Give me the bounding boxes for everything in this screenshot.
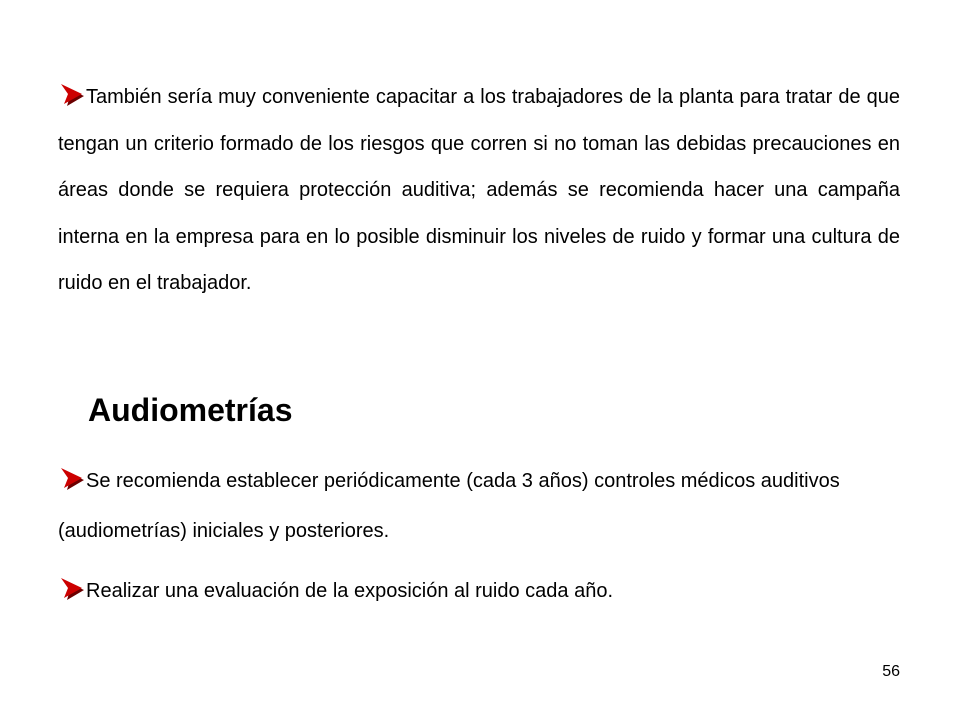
page-number: 56 xyxy=(882,663,900,680)
paragraph-controls-text: Se recomienda establecer periódicamente (cada 3 años) controles médicos auditivos (audiometrías) iniciales y posteriores. xyxy=(58,470,840,542)
bullet-paragraph-evaluation xyxy=(58,566,900,616)
arrow-bullet-icon xyxy=(58,83,86,107)
bullet-paragraph-controls xyxy=(58,456,900,556)
arrow-bullet-icon xyxy=(58,577,86,601)
paragraph-evaluation-text: Realizar una evaluación de la exposición al ruido cada año. xyxy=(86,580,614,602)
paragraph-training-text: También sería muy conveniente capacitar a los trabajadores de la planta para tratar de que tengan un criterio formado de los riesgos que corren si no toman las debidas precauciones en áreas donde se requiera protección auditiva; además se recomienda hacer una campaña interna en la empresa para en lo posible disminuir los niveles de ruido y formar una cultura de ruido en el trabajador. xyxy=(58,86,900,295)
arrow-bullet-icon xyxy=(58,467,86,491)
bullet-paragraph-training xyxy=(58,74,900,307)
section-heading: Audiometrías xyxy=(88,392,293,428)
